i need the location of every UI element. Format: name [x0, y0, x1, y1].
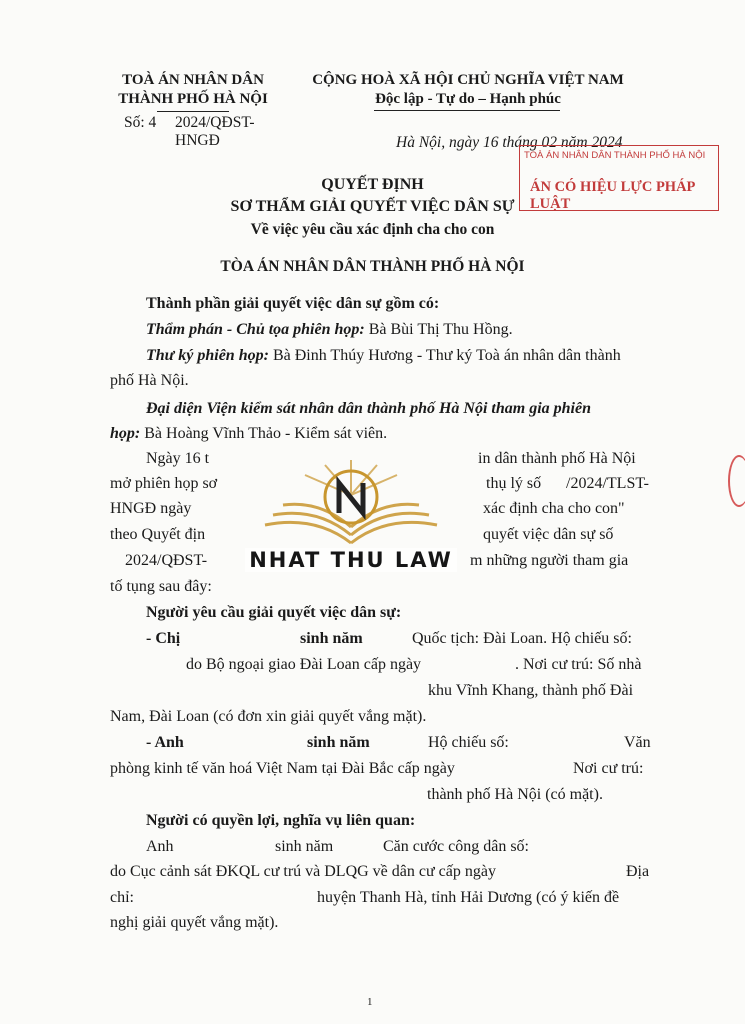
requester-anh-office: Văn: [624, 734, 651, 751]
related-address-prefix: chỉ:: [110, 889, 134, 906]
procurator-name: Bà Hoàng Vĩnh Thảo - Kiểm sát viên.: [144, 425, 388, 442]
decision-subject: Về việc yêu cầu xác định cha cho con: [250, 221, 495, 238]
decision-title: QUYẾT ĐỊNH: [321, 176, 424, 193]
requester-heading: Người yêu cầu giải quyết việc dân sự:: [146, 604, 402, 621]
body-p1-l2a: mở phiên họp sơ: [110, 475, 218, 492]
decision-number-label: Số: 4: [124, 114, 157, 131]
issue-date: Hà Nội, ngày 16 tháng 02 năm 2024: [396, 134, 623, 151]
clerk-line: [146, 347, 621, 365]
header-left-underline: [157, 111, 229, 112]
body-p1-l6: tố tụng sau đây:: [110, 578, 212, 595]
requester-anh-birth: sinh năm: [307, 734, 370, 751]
stamp-court-text: TOÀ ÁN NHÂN DÂN THÀNH PHỐ HÀ NỘI: [524, 150, 706, 161]
requester-chi-address: khu Vĩnh Khang, thành phố Đài: [428, 682, 634, 699]
procurator-label-cont: họp:: [110, 425, 141, 442]
clerk-label: Thư ký phiên họp:: [146, 347, 269, 364]
requester-chi-birth: sinh năm: [300, 630, 363, 647]
decision-number-value: 2024/QĐST-: [175, 114, 255, 131]
requester-chi-nationality: Quốc tịch: Đài Loan. Hộ chiếu số:: [412, 630, 632, 647]
judge-name: Bà Bùi Thị Thu Hồng.: [368, 321, 513, 338]
nhat-thu-law-watermark: [245, 455, 457, 585]
requester-anh-label: - Anh: [146, 734, 184, 751]
header-right-underline: [374, 110, 560, 111]
related-heading: Người có quyền lợi, nghĩa vụ liên quan:: [146, 812, 416, 829]
body-p1-l5b: m những người tham gia: [470, 552, 629, 569]
clerk-text: Bà Đinh Thúy Hương - Thư ký Toà án nhân dân thành: [272, 347, 621, 364]
related-address: huyện Thanh Hà, tỉnh Hải Dương (có ý kiến đề: [317, 889, 620, 906]
judge-label: Thẩm phán - Chủ tọa phiên họp:: [146, 321, 365, 338]
procurator-label: Đại diện Viện kiểm sát nhân dân thành phố Hà Nội tham gia phiên: [146, 400, 591, 417]
related-id-card: Căn cước công dân số:: [383, 838, 529, 855]
requester-chi-label: - Chị: [146, 630, 181, 647]
page-number: 1: [367, 996, 373, 1008]
body-p1-l2c: /2024/TLST-: [566, 475, 649, 492]
body-p1-l4a: theo Quyết địn: [110, 526, 206, 543]
related-birth: sinh năm: [275, 838, 334, 855]
seal-edge-mark: [728, 455, 745, 507]
issuing-court: TÒA ÁN NHÂN DÂN THÀNH PHỐ HÀ NỘI: [220, 258, 525, 275]
requester-chi-issued: do Bộ ngoại giao Đài Loan cấp ngày: [186, 656, 422, 673]
requester-anh-issued: phòng kinh tế văn hoá Việt Nam tại Đài Bắc cấp ngày: [110, 760, 455, 777]
nation-title: CỘNG HOÀ XÃ HỘI CHỦ NGHĨA VIỆT NAM: [312, 72, 624, 88]
body-p1-l3b: xác định cha cho con": [483, 500, 625, 517]
requester-anh-passport: Hộ chiếu số:: [428, 734, 509, 751]
body-p1-l3a: HNGĐ ngày: [110, 500, 192, 517]
body-p1-l2b: thụ lý số: [486, 475, 542, 492]
requester-chi-address-cont: Nam, Đài Loan (có đơn xin giải quyết vắng mặt).: [110, 708, 427, 725]
related-address-label: Địa: [626, 863, 650, 880]
requester-anh-address: thành phố Hà Nội (có mặt).: [427, 786, 603, 803]
decision-number-value-cont: HNGĐ: [175, 132, 220, 149]
clerk-line-cont: phố Hà Nội.: [110, 372, 189, 389]
nation-motto: Độc lập - Tự do – Hạnh phúc: [375, 91, 561, 107]
body-p1-l1a: Ngày 16 t: [146, 450, 210, 467]
related-address-cont: nghị giải quyết vắng mặt).: [110, 914, 279, 931]
related-id-issued: do Cục cảnh sát ĐKQL cư trú và DLQG về dân cư cấp ngày: [110, 863, 496, 880]
composition-heading: Thành phần giải quyết việc dân sự gồm có:: [146, 295, 440, 312]
body-p1-l4b: quyết việc dân sự số: [483, 526, 614, 543]
court-name-line2: THÀNH PHỐ HÀ NỘI: [118, 91, 268, 107]
requester-anh-residence-label: Nơi cư trú:: [573, 760, 644, 777]
stamp-main-text: ÁN CÓ HIỆU LỰC PHÁP LUẬT: [530, 179, 695, 212]
judge-line: [146, 321, 513, 339]
requester-chi-residence: . Nơi cư trú: Số nhà: [515, 656, 642, 673]
court-name-line1: TOÀ ÁN NHÂN DÂN: [122, 72, 264, 88]
decision-subtitle: SƠ THẨM GIẢI QUYẾT VIỆC DÂN SỰ: [230, 198, 515, 215]
book-logo-icon: [245, 455, 457, 550]
body-p1-l5a: 2024/QĐST-: [125, 552, 208, 569]
body-p1-l1b: in dân thành phố Hà Nội: [478, 450, 636, 467]
watermark-text: NHAT THU LAW: [245, 548, 457, 572]
procurator-line: [110, 425, 387, 443]
related-anh-label: Anh: [146, 838, 174, 855]
